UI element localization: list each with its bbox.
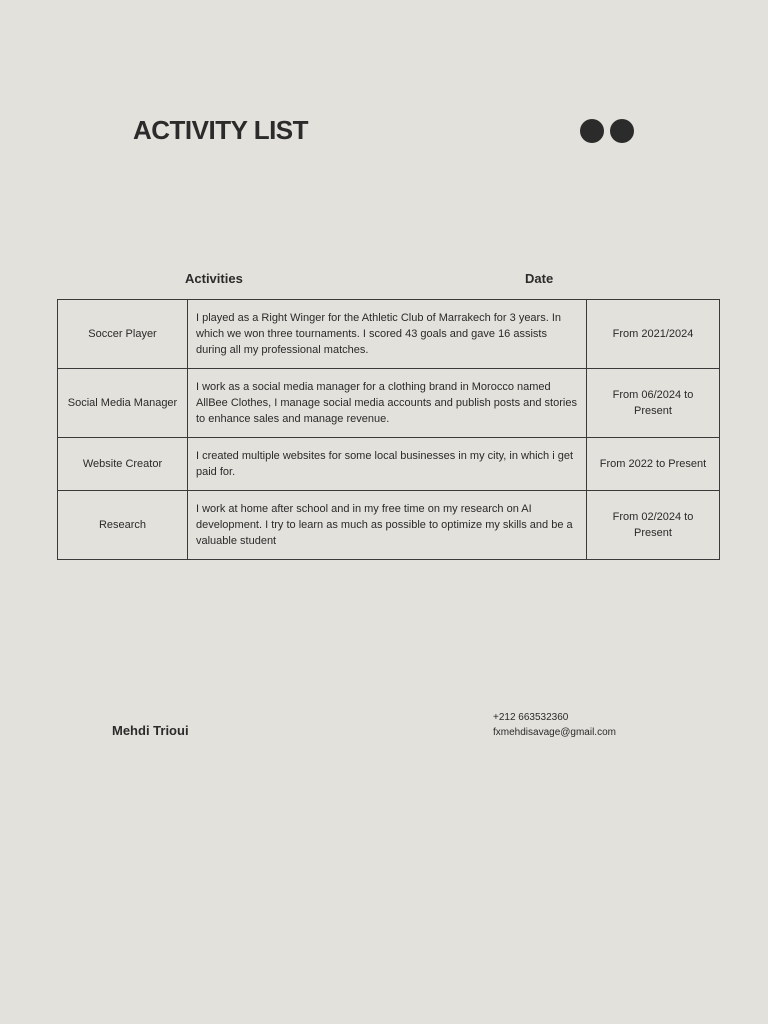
page-title: ACTIVITY LIST: [133, 115, 309, 145]
table-row: [58, 438, 720, 491]
email-address: fxmehdisavage@gmail.com: [493, 727, 616, 738]
table-row: [58, 491, 720, 560]
phone-number: +212 663532360: [493, 712, 569, 723]
table-row: [58, 300, 720, 369]
activity-name-cell: Soccer Player: [58, 300, 188, 369]
circle-icon: [580, 119, 604, 143]
circle-icon: [610, 119, 634, 143]
activity-name-cell: Research: [58, 491, 188, 560]
activity-date-cell: From 2022 to Present: [587, 438, 720, 491]
activity-name-cell: Social Media Manager: [58, 369, 188, 438]
date-column-header: Date: [525, 271, 554, 286]
activity-description-cell: I created multiple websites for some local businesses in my city, in which i get paid for.: [188, 438, 587, 491]
activity-description-cell: I work as a social media manager for a clothing brand in Morocco named AllBee Clothes, I manage social media accounts and publish posts and stories to enhance sales and manage revenue.: [188, 369, 587, 438]
activity-date-cell: From 2021/2024: [587, 300, 720, 369]
table-row: [58, 369, 720, 438]
activities-column-header: Activities: [185, 271, 243, 286]
author-name: Mehdi Trioui: [112, 723, 189, 738]
activity-description-cell: I work at home after school and in my free time on my research on AI development. I try to learn as much as possible to optimize my skills and be a valuable student: [188, 491, 587, 560]
activity-table: [57, 299, 720, 560]
decorative-dots: [580, 119, 634, 143]
activity-date-cell: From 02/2024 to Present: [587, 491, 720, 560]
contact-info: [493, 710, 616, 740]
activity-date-cell: From 06/2024 to Present: [587, 369, 720, 438]
activity-name-cell: Website Creator: [58, 438, 188, 491]
activity-description-cell: I played as a Right Winger for the Athletic Club of Marrakech for 3 years. In which we won three tournaments. I scored 43 goals and gave 16 assists during all my professional matches.: [188, 300, 587, 369]
